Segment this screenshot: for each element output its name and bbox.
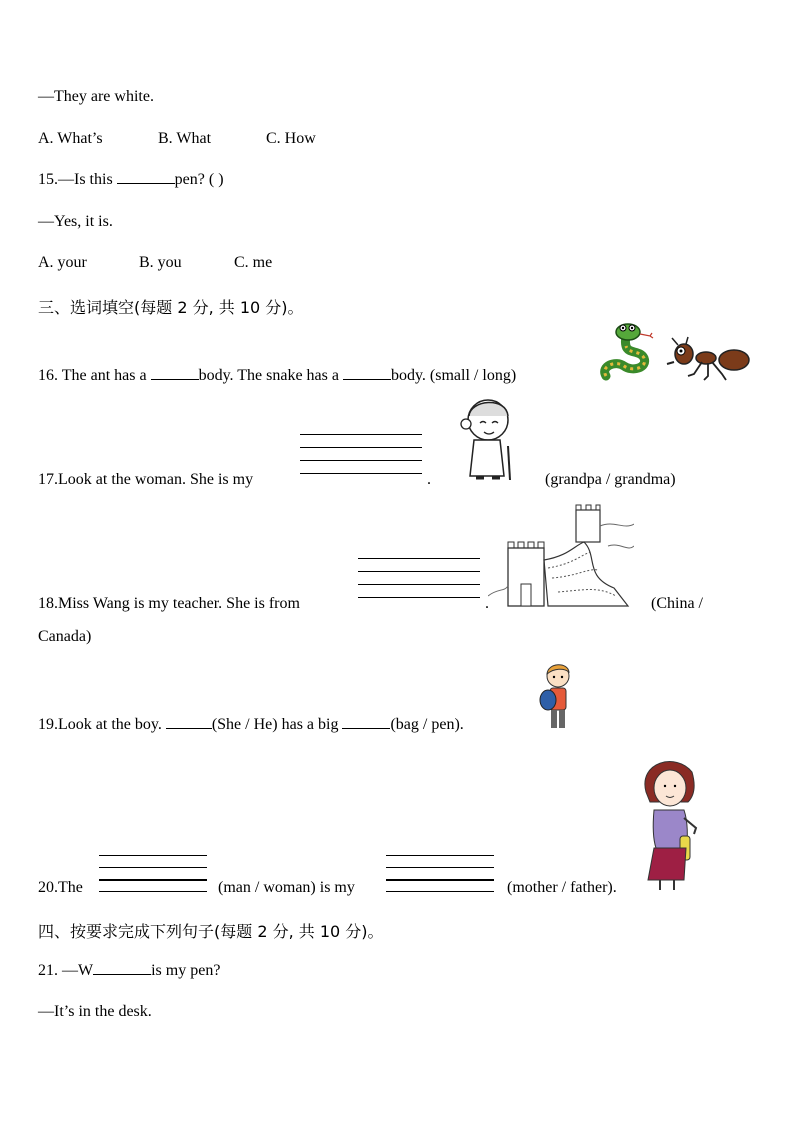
q21-answer: —It’s in the desk. bbox=[38, 1003, 152, 1020]
q20-part1: 20.The bbox=[38, 879, 83, 896]
q17-text: 17.Look at the woman. She is my bbox=[38, 471, 254, 488]
boy-icon bbox=[536, 660, 576, 732]
q16-blank-2[interactable] bbox=[343, 378, 391, 380]
q15-answer: —Yes, it is. bbox=[38, 213, 113, 230]
ant-icon bbox=[664, 336, 754, 382]
q20-writing-lines-1[interactable] bbox=[99, 855, 207, 893]
grandma-icon bbox=[456, 392, 526, 484]
q18-period: . bbox=[485, 595, 489, 612]
q21-blank[interactable] bbox=[93, 973, 151, 975]
q15-question bbox=[38, 171, 224, 189]
q14-options bbox=[38, 130, 316, 148]
q19-part1: 19.Look at the boy. bbox=[38, 716, 166, 733]
q21-suffix: is my pen? bbox=[151, 962, 221, 979]
q19-part3: (bag / pen). bbox=[390, 716, 464, 733]
q20-writing-lines-2[interactable] bbox=[386, 855, 494, 893]
q14-option-b[interactable]: B. What bbox=[158, 130, 212, 147]
q15-option-a[interactable]: A. your bbox=[38, 254, 87, 271]
q14-option-a[interactable]: A. What’s bbox=[38, 130, 103, 147]
q19-blank-1[interactable] bbox=[166, 727, 212, 729]
section3-title: 三、选词填空(每题 2 分, 共 10 分)。 bbox=[38, 298, 304, 317]
q20-part3: (mother / father). bbox=[507, 879, 617, 896]
q18-choices-line2: Canada) bbox=[38, 628, 92, 645]
q15-blank[interactable] bbox=[117, 182, 175, 184]
q21-question bbox=[38, 962, 220, 980]
q19-blank-2[interactable] bbox=[342, 727, 390, 729]
q16-part3: body. (small / long) bbox=[390, 367, 517, 384]
q15-prefix: 15.—Is this bbox=[38, 171, 117, 188]
q16-part1: 16. The ant has a bbox=[38, 367, 151, 384]
q19-question bbox=[38, 716, 464, 734]
q15-suffix: pen? ( ) bbox=[174, 171, 224, 188]
q18-writing-lines[interactable] bbox=[358, 558, 480, 600]
snake-icon bbox=[598, 322, 654, 384]
great-wall-icon bbox=[488, 496, 634, 610]
section4-title: 四、按要求完成下列句子(每题 2 分, 共 10 分)。 bbox=[38, 922, 384, 941]
q18-choices-line1: (China / bbox=[651, 595, 703, 612]
q19-part2: (She / He) has a big bbox=[211, 716, 343, 733]
q20-part2: (man / woman) is my bbox=[218, 879, 355, 896]
q18-text: 18.Miss Wang is my teacher. She is from bbox=[38, 595, 300, 612]
woman-icon bbox=[636, 752, 706, 894]
q15-option-b[interactable]: B. you bbox=[139, 254, 182, 271]
q21-prefix: 21. —W bbox=[38, 962, 94, 979]
q17-writing-lines[interactable] bbox=[300, 434, 422, 476]
q17-choices: (grandpa / grandma) bbox=[545, 471, 676, 488]
q14-option-c[interactable]: C. How bbox=[266, 130, 316, 147]
q14-answer: —They are white. bbox=[38, 88, 154, 105]
q16-question bbox=[38, 367, 516, 385]
q15-option-c[interactable]: C. me bbox=[234, 254, 273, 271]
q16-blank-1[interactable] bbox=[151, 378, 199, 380]
q16-part2: body. The snake has a bbox=[198, 367, 343, 384]
q17-period: . bbox=[427, 471, 431, 488]
q15-options bbox=[38, 254, 272, 272]
